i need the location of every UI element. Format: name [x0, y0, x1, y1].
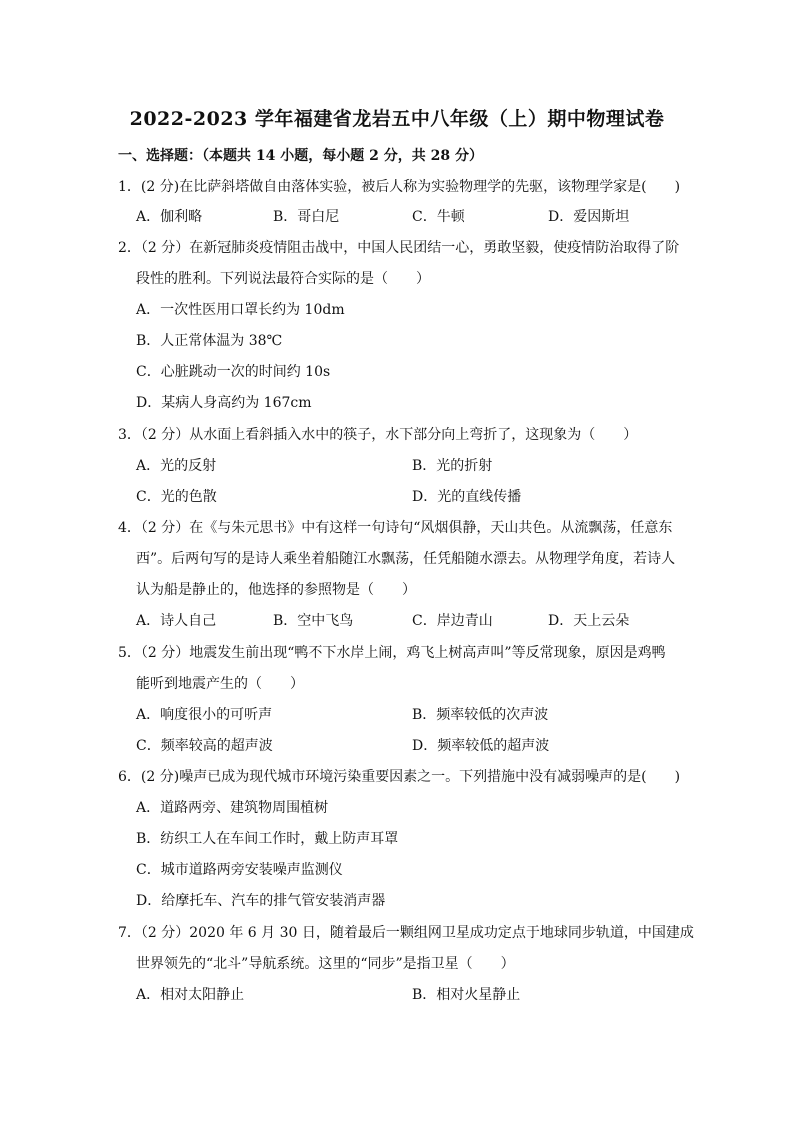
question-2-text-cont: 段性的胜利。下列说法最符合实际的是（ ）	[136, 271, 430, 287]
question-5-text: 5．（2 分）地震发生前出现“鸭不下水岸上闹，鸡飞上树高声叫”等反常现象，原因是鸡鸭	[118, 645, 666, 661]
question-4-option-b: B．空中飞鸟	[273, 613, 354, 629]
question-6-text: 6．(2 分)噪声已成为现代城市环境污染重要因素之一。下列措施中没有减弱噪声的是( )	[118, 769, 681, 785]
question-5-option-a: A．响度很小的可听声	[136, 707, 273, 723]
question-1-option-b: B．哥白尼	[273, 209, 340, 225]
question-4-option-d: D．天上云朵	[548, 613, 630, 629]
question-7-option-b: B．相对火星静止	[412, 987, 521, 1003]
question-7-text-cont: 世界领先的“北斗”导航系统。这里的“同步”是指卫星（ ）	[136, 956, 515, 972]
question-2-option-b: B．人正常体温为 38℃	[136, 333, 283, 349]
question-2-option-a: A．一次性医用口罩长约为 10dm	[136, 302, 345, 318]
question-7-text: 7．（2 分）2020 年 6 月 30 日，随着最后一颗组网卫星成功定点于地球同步轨道，中国建成	[118, 925, 694, 941]
question-3-text: 3．（2 分）从水面上看斜插入水中的筷子，水下部分向上弯折了，这现象为（ ）	[118, 427, 638, 443]
question-6-option-d: D．给摩托车、汽车的排气管安装消声器	[136, 893, 386, 909]
question-4-text-cont-2: 认为船是静止的，他选择的参照物是（ ）	[136, 582, 416, 598]
question-1-option-c: C．牛顿	[412, 209, 465, 225]
question-4-option-c: C．岸边青山	[412, 613, 493, 629]
question-7-option-a: A．相对太阳静止	[136, 987, 245, 1003]
question-3-option-d: D．光的直线传播	[412, 489, 522, 505]
question-3-option-a: A．光的反射	[136, 458, 217, 474]
question-6-option-b: B．纺织工人在车间工作时，戴上防声耳罩	[136, 831, 399, 847]
question-6-option-a: A．道路两旁、建筑物周围植树	[136, 800, 329, 816]
question-2-text: 2．（2 分）在新冠肺炎疫情阻击战中，中国人民团结一心，勇敢坚毅，使疫情防治取得了阶	[118, 240, 680, 256]
question-3-option-b: B．光的折射	[412, 458, 493, 474]
question-1-option-d: D．爱因斯坦	[548, 209, 630, 225]
question-4-text: 4．（2 分）在《与朱元思书》中有这样一句诗句“风烟俱静，天山共色。从流飘荡，任意东	[118, 520, 673, 536]
question-5-option-c: C．频率较高的超声波	[136, 738, 273, 754]
question-5-text-cont: 能听到地震产生的（ ）	[136, 676, 304, 692]
question-5-option-d: D．频率较低的超声波	[412, 738, 550, 754]
question-5-option-b: B．频率较低的次声波	[412, 707, 549, 723]
question-4-text-cont-1: 西”。后两句写的是诗人乘坐着船随江水飘荡，任凭船随水漂去。从物理学角度，若诗人	[136, 551, 676, 567]
question-1-text: 1．(2 分)在比萨斜塔做自由落体实验，被后人称为实验物理学的先驱，该物理学家是( )	[118, 179, 681, 195]
question-4-option-a: A．诗人自己	[136, 613, 217, 629]
page-title: 2022-2023 学年福建省龙岩五中八年级（上）期中物理试卷	[129, 108, 665, 130]
section-heading: 一、选择题：（本题共 14 小题，每小题 2 分，共 28 分）	[118, 148, 483, 164]
question-2-option-d: D．某病人身高约为 167cm	[136, 395, 312, 411]
question-2-option-c: C．心脏跳动一次的时间约 10s	[136, 364, 331, 380]
question-3-option-c: C．光的色散	[136, 489, 217, 505]
question-6-option-c: C．城市道路两旁安装噪声监测仪	[136, 862, 343, 878]
question-1-option-a: A．伽利略	[136, 209, 203, 225]
